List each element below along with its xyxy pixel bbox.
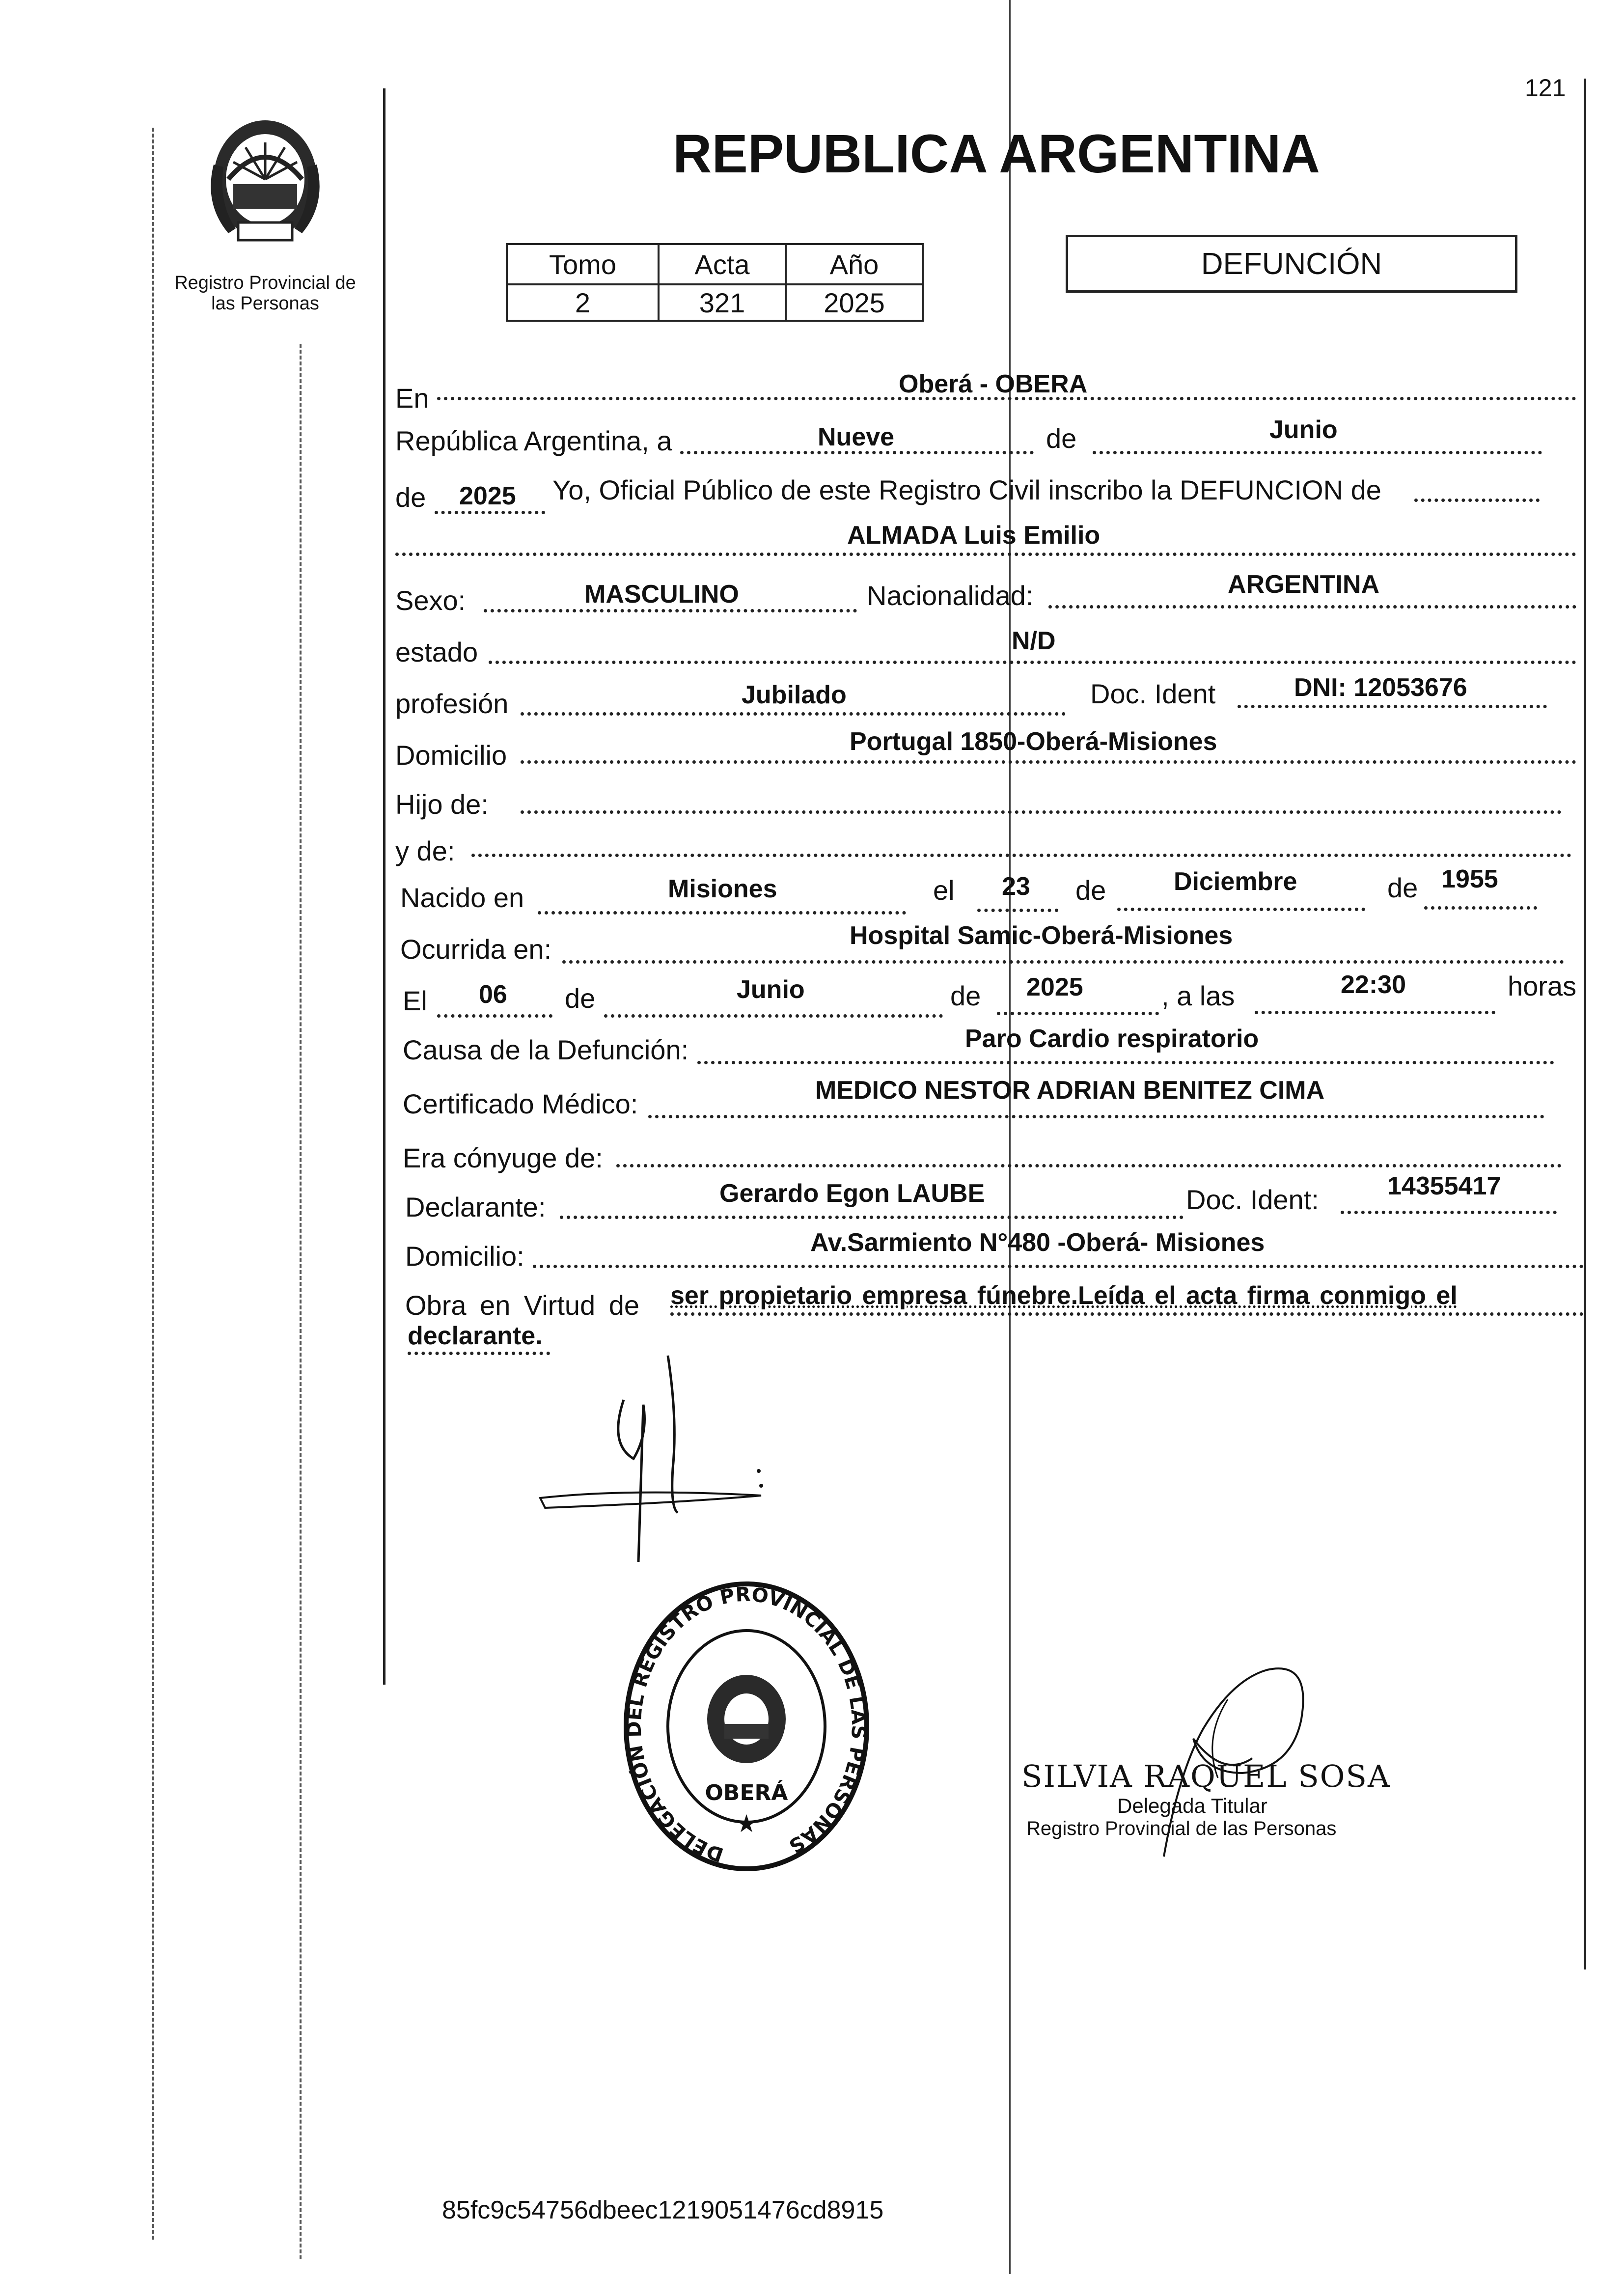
sexo-dots — [484, 609, 857, 612]
registry-name-line1: Registro Provincial de — [174, 273, 356, 293]
name-dots — [395, 553, 1576, 556]
certificado-label: Certificado Médico: — [403, 1088, 638, 1119]
declarante-value: Gerardo Egon LAUBE — [719, 1179, 985, 1208]
de-label-3: de — [1075, 875, 1106, 906]
statement-text: Yo, Oficial Público de este Registro Civil inscribo la DEFUNCION de — [552, 474, 1381, 505]
declarante-label: Declarante: — [405, 1192, 546, 1222]
official-stamp — [614, 1577, 879, 1881]
ocurrida-dots — [562, 960, 1564, 964]
declarante-domicilio-dots — [533, 1265, 1584, 1268]
obra-dots — [670, 1312, 1584, 1316]
table-header-acta: Acta — [659, 244, 786, 284]
doc-ident-label-2: Doc. Ident: — [1186, 1184, 1319, 1215]
record-type-box — [1066, 235, 1517, 293]
birth-month-dots — [1117, 908, 1365, 911]
month-value: Junio — [1269, 416, 1338, 444]
horas-label: horas — [1508, 971, 1577, 1001]
table-value-acta: 321 — [659, 284, 786, 321]
birth-day-dots — [977, 909, 1058, 912]
obra-dots-2 — [408, 1352, 550, 1355]
official-title: Delegada Titular — [1117, 1794, 1267, 1817]
republica-label: República Argentina, a — [395, 425, 672, 456]
ocurrida-value: Hospital Samic-Oberá-Misiones — [850, 921, 1233, 950]
birth-month: Diciembre — [1174, 867, 1297, 896]
official-office: Registro Provincial de las Personas — [1026, 1818, 1337, 1839]
record-type: DEFUNCIÓN — [1201, 247, 1382, 281]
birth-year-dots — [1424, 906, 1537, 910]
right-border-line — [1584, 79, 1586, 1969]
obra-value-line2: declarante. — [408, 1322, 543, 1350]
domicilio-label: Domicilio — [395, 740, 507, 771]
svg-text:★: ★ — [735, 1809, 758, 1838]
doc-ident-value: DNI: 12053676 — [1294, 673, 1467, 702]
nacido-en-dots — [538, 911, 906, 915]
hijo-de-label: Hijo de: — [395, 789, 489, 820]
declarant-signature-icon — [530, 1346, 786, 1581]
table-header-anio: Año — [786, 244, 923, 284]
el-label-2: El — [403, 985, 427, 1016]
de-label-1: de — [1046, 423, 1077, 454]
page-number: 121 — [1525, 74, 1566, 102]
table-value-tomo: 2 — [507, 284, 659, 321]
profesion-dots — [521, 712, 1066, 716]
de-label-4: de — [1387, 872, 1418, 903]
statement-dots — [1414, 499, 1540, 502]
domicilio-label-2: Domicilio: — [405, 1241, 524, 1272]
nacido-en-label: Nacido en — [400, 882, 524, 913]
en-value: Oberá - OBERA — [899, 370, 1088, 398]
profesion-label: profesión — [395, 688, 509, 719]
death-year-dots — [997, 1012, 1159, 1015]
table-value-anio: 2025 — [786, 284, 923, 321]
nacido-en-value: Misiones — [668, 875, 777, 903]
death-day: 06 — [479, 980, 507, 1009]
margin-dashed-line-2 — [300, 344, 302, 2259]
death-year: 2025 — [1026, 973, 1083, 1001]
estado-dots — [489, 661, 1576, 664]
estado-value: N/D — [1012, 627, 1056, 655]
day-value: Nueve — [818, 423, 895, 451]
doc-ident-dots — [1238, 705, 1547, 708]
nacionalidad-value: ARGENTINA — [1228, 570, 1380, 599]
hijo-de-dots — [521, 810, 1562, 814]
table-header-tomo: Tomo — [507, 244, 659, 284]
province-seal — [194, 106, 336, 253]
stamp-ring-text: DELEGACIÓN DEL REGISTRO PROVINCIAL DE LAS PERSONAS — [623, 1583, 870, 1866]
record-table-header-row — [507, 244, 923, 284]
causa-value: Paro Cardio respiratorio — [965, 1025, 1259, 1053]
y-de-dots — [471, 854, 1571, 857]
causa-dots — [697, 1061, 1554, 1064]
margin-dashed-line — [152, 128, 154, 2240]
a-las-label: , a las — [1161, 980, 1235, 1011]
stamp-center-text: OBERÁ — [705, 1780, 788, 1805]
registry-name-line2: las Personas — [211, 293, 319, 314]
certificado-value: MEDICO NESTOR ADRIAN BENITEZ CIMA — [815, 1076, 1325, 1105]
nacionalidad-dots — [1048, 605, 1576, 609]
record-table-value-row — [507, 284, 923, 321]
profesion-value: Jubilado — [742, 681, 847, 709]
official-name: SILVIA RAQUEL SOSA — [1021, 1758, 1391, 1794]
death-month: Junio — [737, 975, 805, 1004]
causa-label: Causa de la Defunción: — [403, 1034, 689, 1065]
certificado-dots — [648, 1115, 1544, 1118]
domicilio-value: Portugal 1850-Oberá-Misiones — [850, 727, 1217, 756]
el-label: el — [933, 875, 955, 906]
ocurrida-label: Ocurrida en: — [400, 934, 552, 965]
registry-name — [162, 273, 368, 314]
death-day-dots — [437, 1014, 552, 1018]
deceased-name: ALMADA Luis Emilio — [847, 521, 1101, 550]
de-label-5: de — [565, 983, 596, 1014]
death-time: 22:30 — [1341, 971, 1406, 999]
year-dots — [435, 511, 545, 514]
declarant-signature — [530, 1346, 786, 1581]
declarante-domicilio: Av.Sarmiento N°480 -Oberá- Misiones — [810, 1228, 1265, 1257]
doc-ident-label: Doc. Ident — [1090, 678, 1216, 709]
obra-value-line1: ser propietario empresa fúnebre.Leída el acta firma conmigo el — [670, 1281, 1458, 1310]
de-label-6: de — [950, 980, 981, 1011]
month-dots — [1093, 451, 1542, 454]
sexo-value: MASCULINO — [584, 580, 739, 609]
declarante-doc: 14355417 — [1387, 1172, 1501, 1200]
fold-line — [1009, 0, 1011, 2274]
obra-label: Obra en Virtud de — [405, 1290, 640, 1321]
declarante-dots — [560, 1216, 1184, 1219]
official-block — [1021, 1758, 1391, 1840]
death-time-dots — [1255, 1011, 1495, 1014]
document-hash: 85fc9c54756dbeec1219051476cd8915 — [442, 2196, 884, 2224]
declarante-doc-dots — [1341, 1211, 1557, 1214]
year-value: 2025 — [459, 482, 516, 510]
conyuge-label: Era cónyuge de: — [403, 1142, 603, 1173]
domicilio-dots — [521, 760, 1576, 764]
birth-day: 23 — [1002, 872, 1030, 901]
province-seal-icon — [194, 106, 336, 253]
nacionalidad-label: Nacionalidad: — [867, 580, 1034, 611]
page-title: REPUBLICA ARGENTINA — [673, 124, 1320, 184]
record-table — [506, 243, 924, 322]
birth-year: 1955 — [1441, 865, 1498, 893]
estado-label: estado — [395, 637, 478, 667]
y-de-label: y de: — [395, 835, 455, 866]
conyuge-dots — [616, 1164, 1562, 1167]
sexo-label: Sexo: — [395, 585, 466, 616]
death-month-dots — [604, 1014, 943, 1018]
official-stamp-icon — [614, 1577, 879, 1881]
en-label: En — [395, 383, 429, 414]
left-border-line — [383, 88, 385, 1685]
de-label-2: de — [395, 482, 426, 513]
